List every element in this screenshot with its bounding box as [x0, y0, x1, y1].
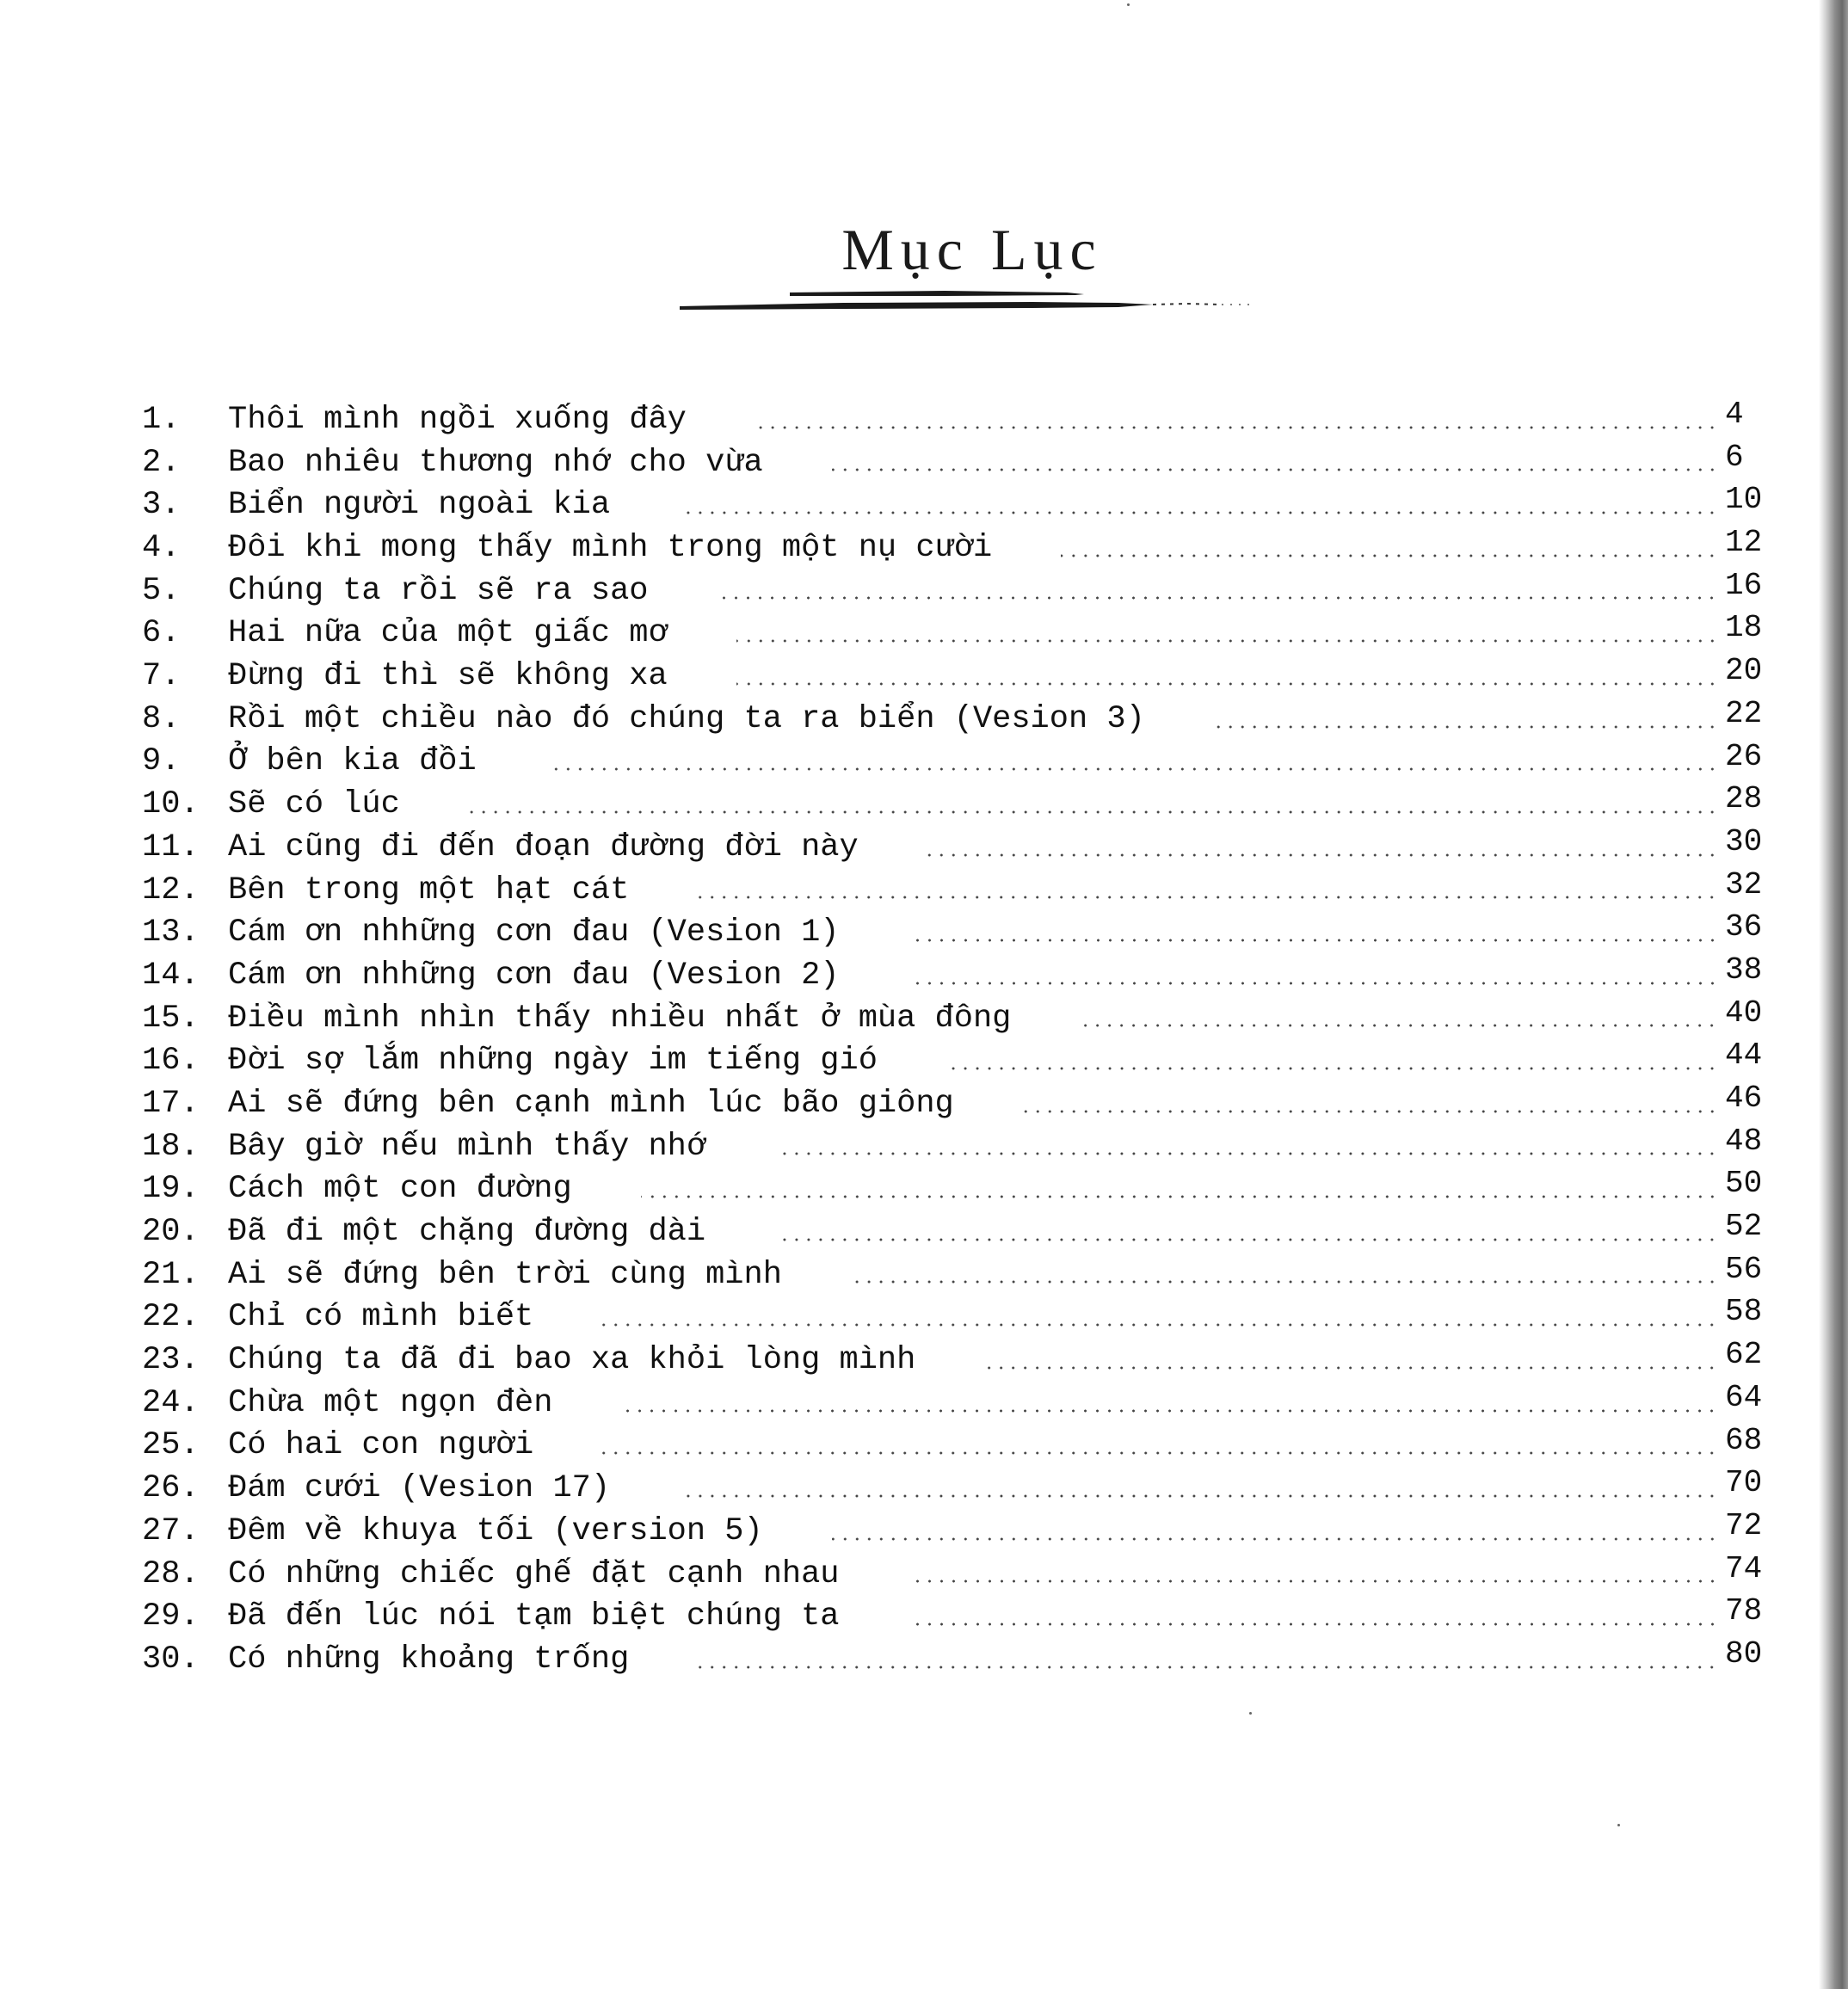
toc-entry-title: Chừa một ngọn đèn	[228, 1384, 553, 1421]
page-title: Mục Lục	[841, 217, 1103, 282]
toc-entry-page-number: 4	[1725, 397, 1744, 432]
toc-entry	[142, 1465, 1777, 1511]
toc-entry-page-number: 44	[1725, 1038, 1763, 1074]
dot-leader	[545, 767, 1718, 772]
toc-entry-number: 10.	[142, 786, 200, 823]
toc-entry	[142, 399, 1777, 442]
dot-leader	[679, 510, 1718, 515]
toc-entry-number: 16.	[142, 1043, 200, 1080]
toc-entry-page-number: 58	[1725, 1294, 1763, 1330]
toc-entry	[142, 1296, 1777, 1339]
toc-entry-title: Cách một con đường	[228, 1171, 572, 1208]
toc-entry-page-number: 62	[1725, 1337, 1763, 1373]
toc-entry-page-number: 80	[1725, 1635, 1763, 1672]
toc-entry-number: 17.	[142, 1085, 200, 1122]
toc-entry-page-number: 74	[1725, 1550, 1763, 1586]
dot-leader	[909, 1579, 1718, 1584]
dot-leader	[946, 1066, 1718, 1071]
toc-entry-number: 5.	[142, 572, 181, 609]
scan-shadow-edge	[1819, 0, 1848, 1989]
dot-leader	[736, 638, 1718, 644]
scan-speck	[1617, 1824, 1620, 1826]
toc-entry	[142, 695, 1777, 742]
toc-entry-title: Ai sẽ đứng bên cạnh mình lúc bão giông	[228, 1085, 954, 1122]
toc-entry	[142, 1083, 1777, 1126]
toc-entry-number: 23.	[142, 1342, 200, 1379]
toc-entry-number: 21.	[142, 1256, 200, 1293]
toc-entry-title: Có hai con người	[228, 1427, 534, 1464]
toc-entry-page-number: 36	[1725, 909, 1763, 945]
toc-entry-page-number: 18	[1725, 610, 1763, 646]
dot-leader	[832, 1536, 1718, 1542]
toc-entry	[142, 1422, 1777, 1469]
toc-entry-title: Đã đến lúc nói tạm biệt chúng ta	[228, 1598, 840, 1635]
dot-leader	[602, 1450, 1718, 1456]
dot-leader	[1214, 724, 1718, 730]
toc-entry	[142, 527, 1777, 570]
toc-entry	[142, 1123, 1777, 1169]
toc-entry-title: Đêm về khuya tối (version 5)	[228, 1512, 763, 1549]
toc-entry-title: Cám ơn nhhững cơn đau (Vesion 2)	[228, 957, 840, 994]
toc-entry	[142, 1550, 1777, 1597]
dot-leader	[621, 1408, 1718, 1413]
toc-entry-number: 25.	[142, 1427, 200, 1464]
toc-entry-title: Bên trong một hạt cát	[228, 871, 630, 908]
toc-entry	[142, 1211, 1777, 1254]
toc-entry-title: Đời sợ lắm những ngày im tiếng gió	[228, 1043, 878, 1080]
toc-entry-page-number: 48	[1725, 1123, 1763, 1159]
dot-leader	[717, 595, 1718, 600]
dot-leader	[469, 810, 1718, 815]
toc-entry	[142, 866, 1777, 913]
toc-entry	[142, 567, 1777, 613]
toc-entry	[142, 484, 1777, 527]
toc-entry	[142, 909, 1777, 955]
toc-entry-page-number: 56	[1725, 1251, 1763, 1287]
dot-leader	[774, 1151, 1718, 1156]
toc-entry-title: Đừng đi thì sẽ không xa	[228, 658, 668, 695]
toc-entry-page-number: 10	[1725, 482, 1763, 518]
dot-leader	[679, 1493, 1718, 1499]
toc-entry-title: Chúng ta đã đi bao xa khỏi lòng mình	[228, 1342, 916, 1379]
table-of-contents	[142, 399, 1777, 1682]
toc-entry	[142, 995, 1777, 1041]
toc-entry-page-number: 26	[1725, 738, 1763, 774]
toc-entry-number: 2.	[142, 444, 181, 481]
toc-entry-number: 18.	[142, 1128, 200, 1165]
toc-entry-title: Chúng ta rồi sẽ ra sao	[228, 572, 649, 609]
toc-entry-page-number: 12	[1725, 525, 1763, 561]
toc-entry-page-number: 70	[1725, 1465, 1763, 1501]
toc-entry	[142, 1593, 1777, 1639]
toc-entry-title: Điều mình nhìn thấy nhiều nhất ở mùa đông	[228, 1000, 1012, 1037]
scan-speck	[1249, 1712, 1252, 1715]
toc-entry	[142, 1251, 1777, 1297]
toc-entry-number: 20.	[142, 1214, 200, 1251]
toc-entry-title: Ai sẽ đứng bên trời cùng mình	[228, 1256, 782, 1293]
toc-entry	[142, 1635, 1777, 1682]
toc-entry-number: 22.	[142, 1299, 200, 1336]
toc-entry-number: 28.	[142, 1555, 200, 1592]
dot-leader	[984, 1365, 1718, 1370]
toc-entry-title: Đã đi một chặng đường dài	[228, 1214, 706, 1251]
dot-leader	[602, 1322, 1718, 1327]
toc-entry-page-number: 72	[1725, 1507, 1763, 1543]
toc-entry-page-number: 46	[1725, 1081, 1763, 1116]
dot-leader	[909, 1622, 1718, 1627]
toc-entry-number: 1.	[142, 401, 181, 438]
scan-speck	[1127, 3, 1130, 6]
toc-entry-number: 29.	[142, 1598, 200, 1635]
dot-leader	[1080, 1023, 1718, 1028]
dot-leader	[736, 681, 1718, 687]
toc-entry-title: Hai nữa của một giấc mơ	[228, 615, 668, 652]
toc-entry-title: Có những khoảng trống	[228, 1641, 630, 1678]
toc-entry	[142, 1339, 1777, 1382]
toc-entry-title: Sẽ có lúc	[228, 786, 400, 823]
toc-entry-title: Chỉ có mình biết	[228, 1299, 534, 1336]
toc-entry-title: Có những chiếc ghế đặt cạnh nhau	[228, 1555, 840, 1592]
toc-entry-title: Đám cưới (Vesion 17)	[228, 1470, 611, 1507]
dot-leader	[909, 938, 1718, 943]
toc-entry-title: Biển người ngoài kia	[228, 487, 611, 524]
toc-entry-title: Rồi một chiều nào đó chúng ta ra biển (Vesion 3)	[228, 700, 1145, 737]
toc-entry-page-number: 78	[1725, 1593, 1763, 1629]
dot-leader	[1061, 553, 1718, 558]
toc-entry	[142, 610, 1777, 656]
toc-entry-page-number: 16	[1725, 567, 1763, 603]
dot-leader	[851, 1279, 1718, 1284]
heading-block	[671, 215, 1256, 327]
dot-leader	[1023, 1109, 1718, 1114]
toc-entry-number: 12.	[142, 871, 200, 908]
toc-entry-page-number: 28	[1725, 781, 1763, 817]
toc-entry	[142, 1040, 1777, 1083]
toc-entry-number: 13.	[142, 914, 200, 951]
title-underline-decoration	[671, 284, 1256, 318]
toc-entry-number: 14.	[142, 957, 200, 994]
toc-entry-page-number: 38	[1725, 951, 1763, 988]
toc-entry-number: 9.	[142, 743, 181, 780]
toc-entry-number: 11.	[142, 828, 200, 865]
toc-entry	[142, 1507, 1777, 1554]
dot-leader	[698, 895, 1718, 900]
toc-entry-title: Đôi khi mong thấy mình trong một nụ cười	[228, 530, 993, 567]
toc-entry-number: 15.	[142, 1000, 200, 1037]
toc-entry-title: Thôi mình ngồi xuống đây	[228, 401, 687, 438]
toc-entry-title: Ai cũng đi đến đoạn đường đời này	[228, 828, 859, 865]
toc-entry	[142, 823, 1777, 870]
toc-entry-page-number: 6	[1725, 439, 1744, 475]
toc-entry-page-number: 32	[1725, 866, 1763, 902]
dot-leader	[832, 467, 1718, 472]
toc-entry-page-number: 30	[1725, 823, 1763, 859]
toc-entry	[142, 951, 1777, 998]
toc-entry	[142, 653, 1777, 699]
toc-entry-page-number: 52	[1725, 1209, 1763, 1245]
toc-entry	[142, 439, 1777, 485]
toc-entry-number: 4.	[142, 530, 181, 567]
dot-leader	[755, 425, 1718, 430]
dot-leader	[641, 1194, 1718, 1199]
toc-entry	[142, 1379, 1777, 1426]
toc-entry-title: Cám ơn nhhững cơn đau (Vesion 1)	[228, 914, 840, 951]
toc-entry-title: Bây giờ nếu mình thấy nhớ	[228, 1128, 706, 1165]
toc-entry-page-number: 68	[1725, 1422, 1763, 1458]
toc-entry-title: Bao nhiêu thương nhớ cho vừa	[228, 444, 763, 481]
toc-entry-number: 3.	[142, 487, 181, 524]
toc-entry-number: 7.	[142, 658, 181, 695]
toc-entry-number: 6.	[142, 615, 181, 652]
toc-entry-title: Ở bên kia đồi	[228, 743, 477, 780]
toc-entry-number: 26.	[142, 1470, 200, 1507]
toc-entry-number: 19.	[142, 1171, 200, 1208]
toc-entry-page-number: 40	[1725, 995, 1763, 1031]
dot-leader	[909, 981, 1718, 986]
toc-entry-page-number: 64	[1725, 1379, 1763, 1415]
toc-entry	[142, 781, 1777, 827]
toc-entry	[142, 738, 1777, 785]
dot-leader	[774, 1237, 1718, 1242]
dot-leader	[698, 1665, 1718, 1670]
toc-entry-number: 24.	[142, 1384, 200, 1421]
dot-leader	[927, 853, 1718, 858]
toc-entry-page-number: 20	[1725, 653, 1763, 689]
toc-entry-page-number: 50	[1725, 1166, 1763, 1202]
toc-entry-number: 8.	[142, 700, 181, 737]
toc-entry-number: 30.	[142, 1641, 200, 1678]
toc-entry	[142, 1168, 1777, 1211]
toc-entry-number: 27.	[142, 1512, 200, 1549]
toc-entry-page-number: 22	[1725, 695, 1763, 731]
